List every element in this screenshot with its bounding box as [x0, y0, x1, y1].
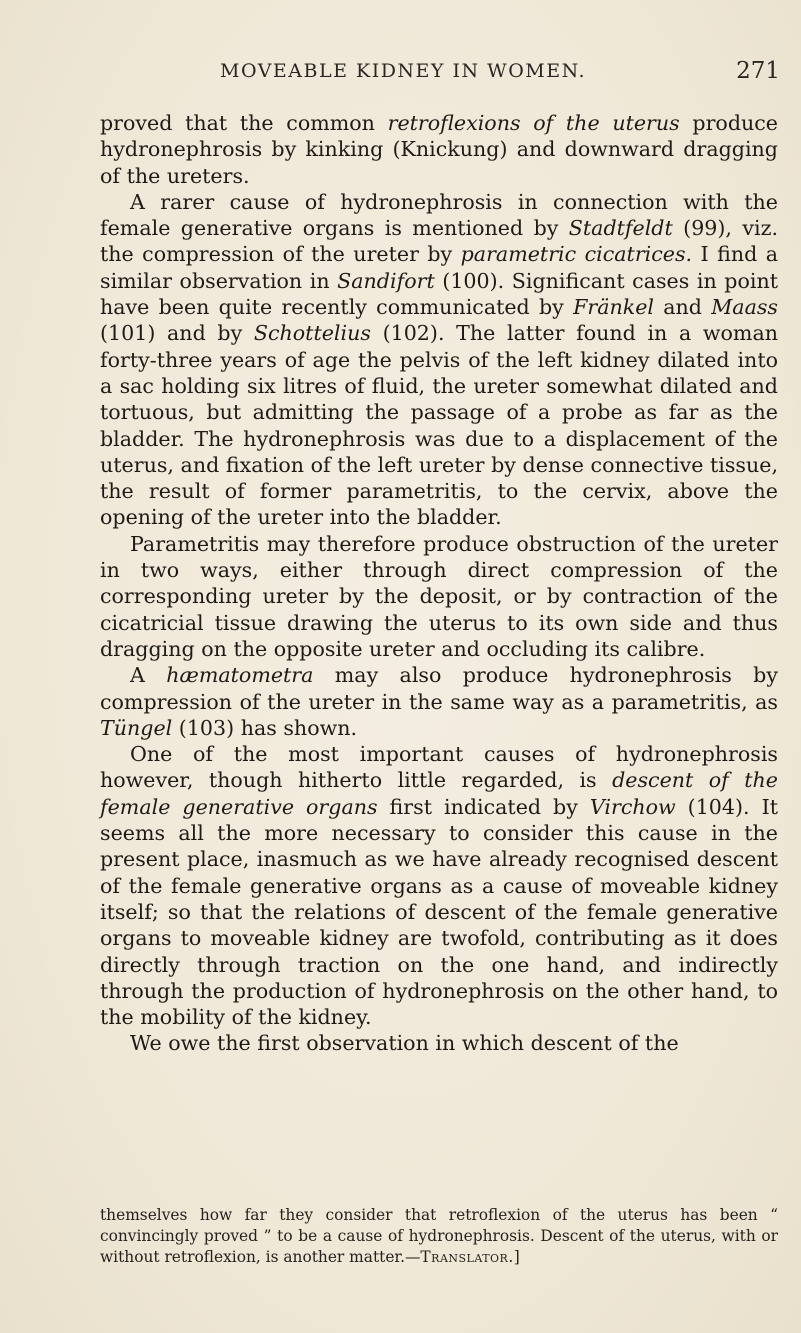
italic-run: hæmatometra: [166, 663, 314, 688]
italic-run: Tüngel: [100, 715, 173, 740]
italic-run: descent of the female generative organs: [100, 768, 778, 819]
footnote-text: themselves how far they consider that retroflexion of the uterus has been “ convincingly proved ” to be a cause of hydronephrosis. Descent of the uterus, with or without retroflexion, is another matter.—: [100, 1206, 778, 1266]
text-run: A: [130, 663, 167, 688]
text-run: may also produce hydronephrosis by compression of the ureter in the same way as a parametritis, as: [100, 663, 778, 714]
italic-run: Virchow: [589, 794, 676, 819]
text-run: (104). It seems all the more necessary to consider this cause in the present place, inasmuch as we have already recognised descent of the female generative organs as a cause of moveable kidney itself; so that the relations of descent of the female generative organs to moveable kidney are twofold, contributing as it does directly through traction on the one hand, and indirectly through the production of hydronephrosis on the other hand, to the mobility of the kidney.: [100, 794, 778, 1030]
text-run: A rarer cause of hydronephrosis in connection with the female generative organs is mentioned by: [100, 189, 778, 241]
text-run: first indicated by: [377, 794, 590, 819]
paragraph: [100, 662, 778, 741]
footnote: [100, 1205, 778, 1268]
text-run: We owe the first observation in which descent of the: [130, 1031, 679, 1056]
italic-run: Sandifort: [337, 268, 435, 293]
text-run: Parametritis may therefore produce obstruction of the ureter in two ways, either through direct compression of the corresponding ureter by the deposit, or by contraction of the cicatricial tissue drawing the uterus to its own side and thus dragging on the opposite ureter and occluding its calibre.: [100, 531, 778, 661]
paragraph: [100, 741, 778, 1030]
page-number: 271: [736, 58, 780, 84]
text-run: One of the most important causes of hydronephrosis however, though hitherto little regarded, is: [100, 742, 778, 793]
footnote-signature: Translator.]: [420, 1248, 521, 1266]
body-text: [100, 110, 778, 1057]
text-run: I find a similar observation in: [100, 242, 779, 293]
text-run: (103) has shown.: [172, 715, 358, 740]
paragraph: [100, 110, 778, 189]
italic-run: Stadtfeldt: [568, 216, 673, 241]
italic-run: Fränkel: [573, 295, 654, 320]
text-run: (100). Significant cases in point have been quite recently communicated by: [100, 268, 778, 320]
page-header: [98, 58, 780, 88]
text-run: and: [654, 295, 712, 320]
italic-run: Maass: [711, 295, 778, 320]
text-run: (102). The latter found in a woman forty-three years of age the pelvis of the left kidney dilated into a sac holding six litres of fluid, the ureter somewhat dilated and tortuous, but admitting the passage of a probe as far as the bladder. The hydronephrosis was due to a displacement of the uterus, and fixation of the left ureter by dense connective tissue, the result of former parametritis, to the cervix, above the opening of the ureter into the bladder.: [100, 321, 778, 530]
paragraph: [100, 531, 778, 662]
paragraph: [100, 189, 778, 531]
paragraph: [100, 1030, 778, 1056]
text-run: produce hydronephrosis by kinking (Knickung) and downward dragging of the ureters.: [100, 111, 778, 188]
italic-run: Schottelius: [253, 321, 371, 346]
italic-run: retroflexions of the uterus: [387, 111, 680, 135]
italic-run: parametric cicatrices.: [460, 242, 693, 267]
text-run: (101) and by: [100, 321, 254, 346]
text-run: proved that the common: [100, 111, 388, 135]
text-run: (99), viz. the compression of the ureter by: [100, 216, 778, 267]
running-head: MOVEABLE KIDNEY IN WOMEN.: [220, 60, 587, 82]
